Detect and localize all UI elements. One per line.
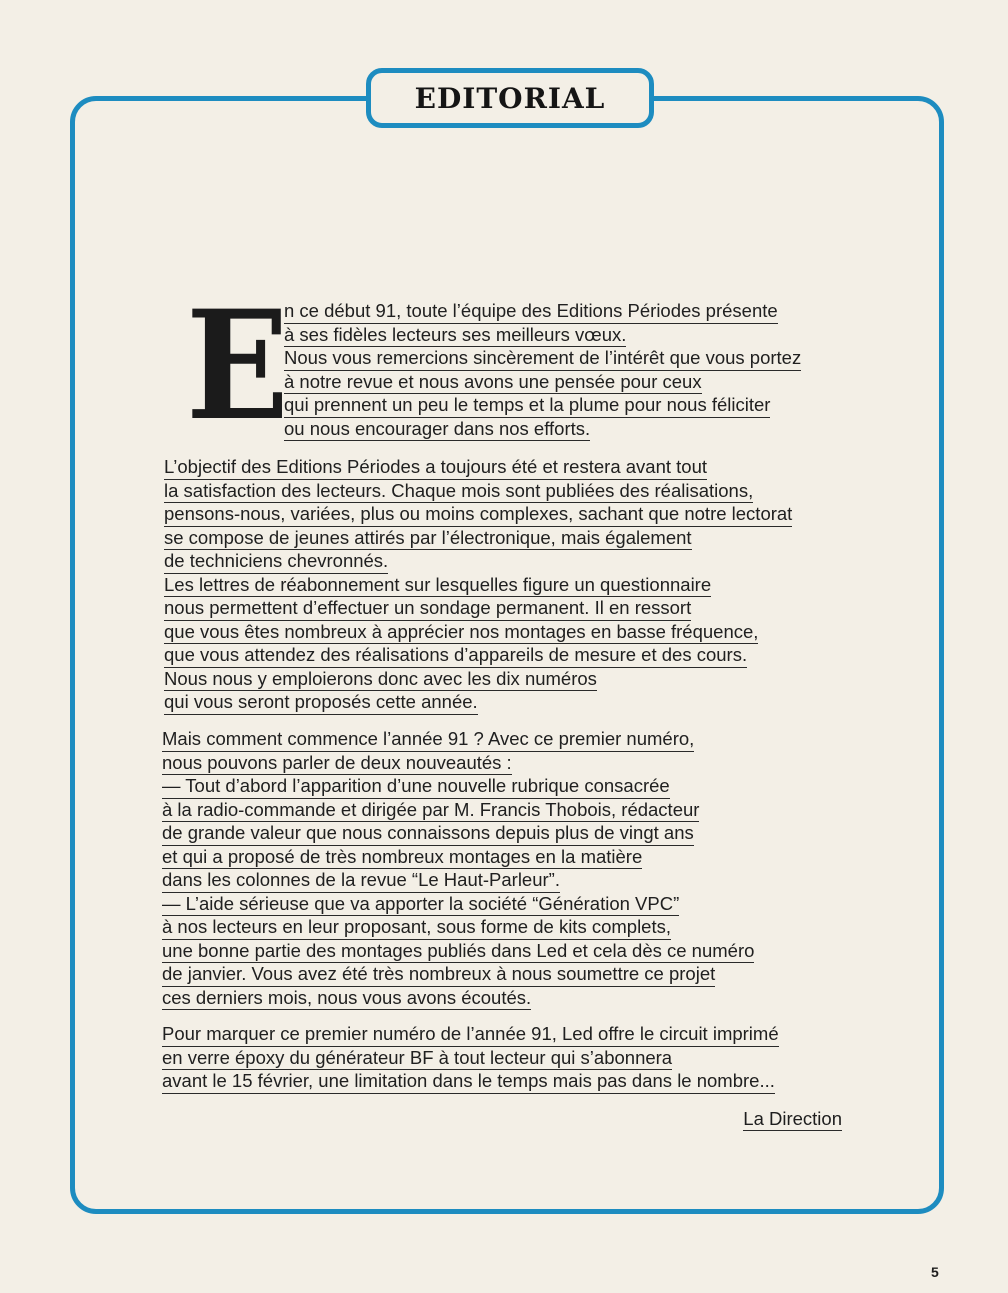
text-line: nous permettent d’effectuer un sondage permanent. Il en ressort [164, 597, 691, 621]
text-line: une bonne partie des montages publiés dans Led et cela dès ce numéro [162, 940, 754, 964]
text-line: se compose de jeunes attirés par l’électronique, mais également [164, 527, 692, 551]
signature: La Direction [743, 1108, 842, 1129]
text-line: dans les colonnes de la revue “Le Haut-Parleur”. [162, 869, 560, 893]
text-line: Mais comment commence l’année 91 ? Avec ce premier numéro, [162, 728, 694, 752]
text-line: — L’aide sérieuse que va apporter la société “Génération VPC” [162, 893, 679, 917]
text-line: à la radio-commande et dirigée par M. Francis Thobois, rédacteur [162, 799, 699, 823]
text-line: Nous vous remercions sincèrement de l’intérêt que vous portez [284, 347, 801, 371]
text-line: Les lettres de réabonnement sur lesquelles figure un questionnaire [164, 574, 711, 598]
paragraph-3 [162, 728, 754, 1010]
text-line: — Tout d’abord l’apparition d’une nouvelle rubrique consacrée [162, 775, 670, 799]
text-line: la satisfaction des lecteurs. Chaque mois sont publiées des réalisations, [164, 480, 753, 504]
text-line: pensons-nous, variées, plus ou moins complexes, sachant que notre lectorat [164, 503, 792, 527]
text-line: à nos lecteurs en leur proposant, sous forme de kits complets, [162, 916, 671, 940]
text-line: à notre revue et nous avons une pensée pour ceux [284, 371, 702, 395]
text-line: en verre époxy du générateur BF à tout lecteur qui s’abonnera [162, 1047, 672, 1071]
text-line: nous pouvons parler de deux nouveautés : [162, 752, 512, 776]
paragraph-4 [162, 1023, 779, 1094]
text-line: ou nous encourager dans nos efforts. [284, 418, 590, 442]
text-line: Nous nous y emploierons donc avec les dix numéros [164, 668, 597, 692]
page-title: EDITORIAL [414, 81, 606, 115]
text-line: n ce début 91, toute l’équipe des Editions Périodes présente [284, 300, 778, 324]
text-line: de janvier. Vous avez été très nombreux à nous soumettre ce projet [162, 963, 715, 987]
page-number: 5 [931, 1264, 939, 1280]
text-line: Pour marquer ce premier numéro de l’année 91, Led offre le circuit imprimé [162, 1023, 779, 1047]
text-line: de techniciens chevronnés. [164, 550, 388, 574]
text-line: avant le 15 février, une limitation dans le temps mais pas dans le nombre... [162, 1070, 775, 1094]
text-line: ces derniers mois, nous vous avons écoutés. [162, 987, 531, 1011]
text-line: qui vous seront proposés cette année. [164, 691, 478, 715]
text-line: que vous êtes nombreux à apprécier nos montages en basse fréquence, [164, 621, 758, 645]
text-line: et qui a proposé de très nombreux montages en la matière [162, 846, 642, 870]
paragraph-1 [284, 300, 801, 441]
title-box [366, 68, 654, 128]
text-line: à ses fidèles lecteurs ses meilleurs vœux. [284, 324, 626, 348]
drop-cap: E [186, 278, 289, 454]
text-line: L’objectif des Editions Périodes a toujours été et restera avant tout [164, 456, 707, 480]
text-line: qui prennent un peu le temps et la plume pour nous féliciter [284, 394, 770, 418]
paragraph-2 [164, 456, 792, 715]
text-line: de grande valeur que nous connaissons depuis plus de vingt ans [162, 822, 694, 846]
text-line: que vous attendez des réalisations d’appareils de mesure et des cours. [164, 644, 747, 668]
